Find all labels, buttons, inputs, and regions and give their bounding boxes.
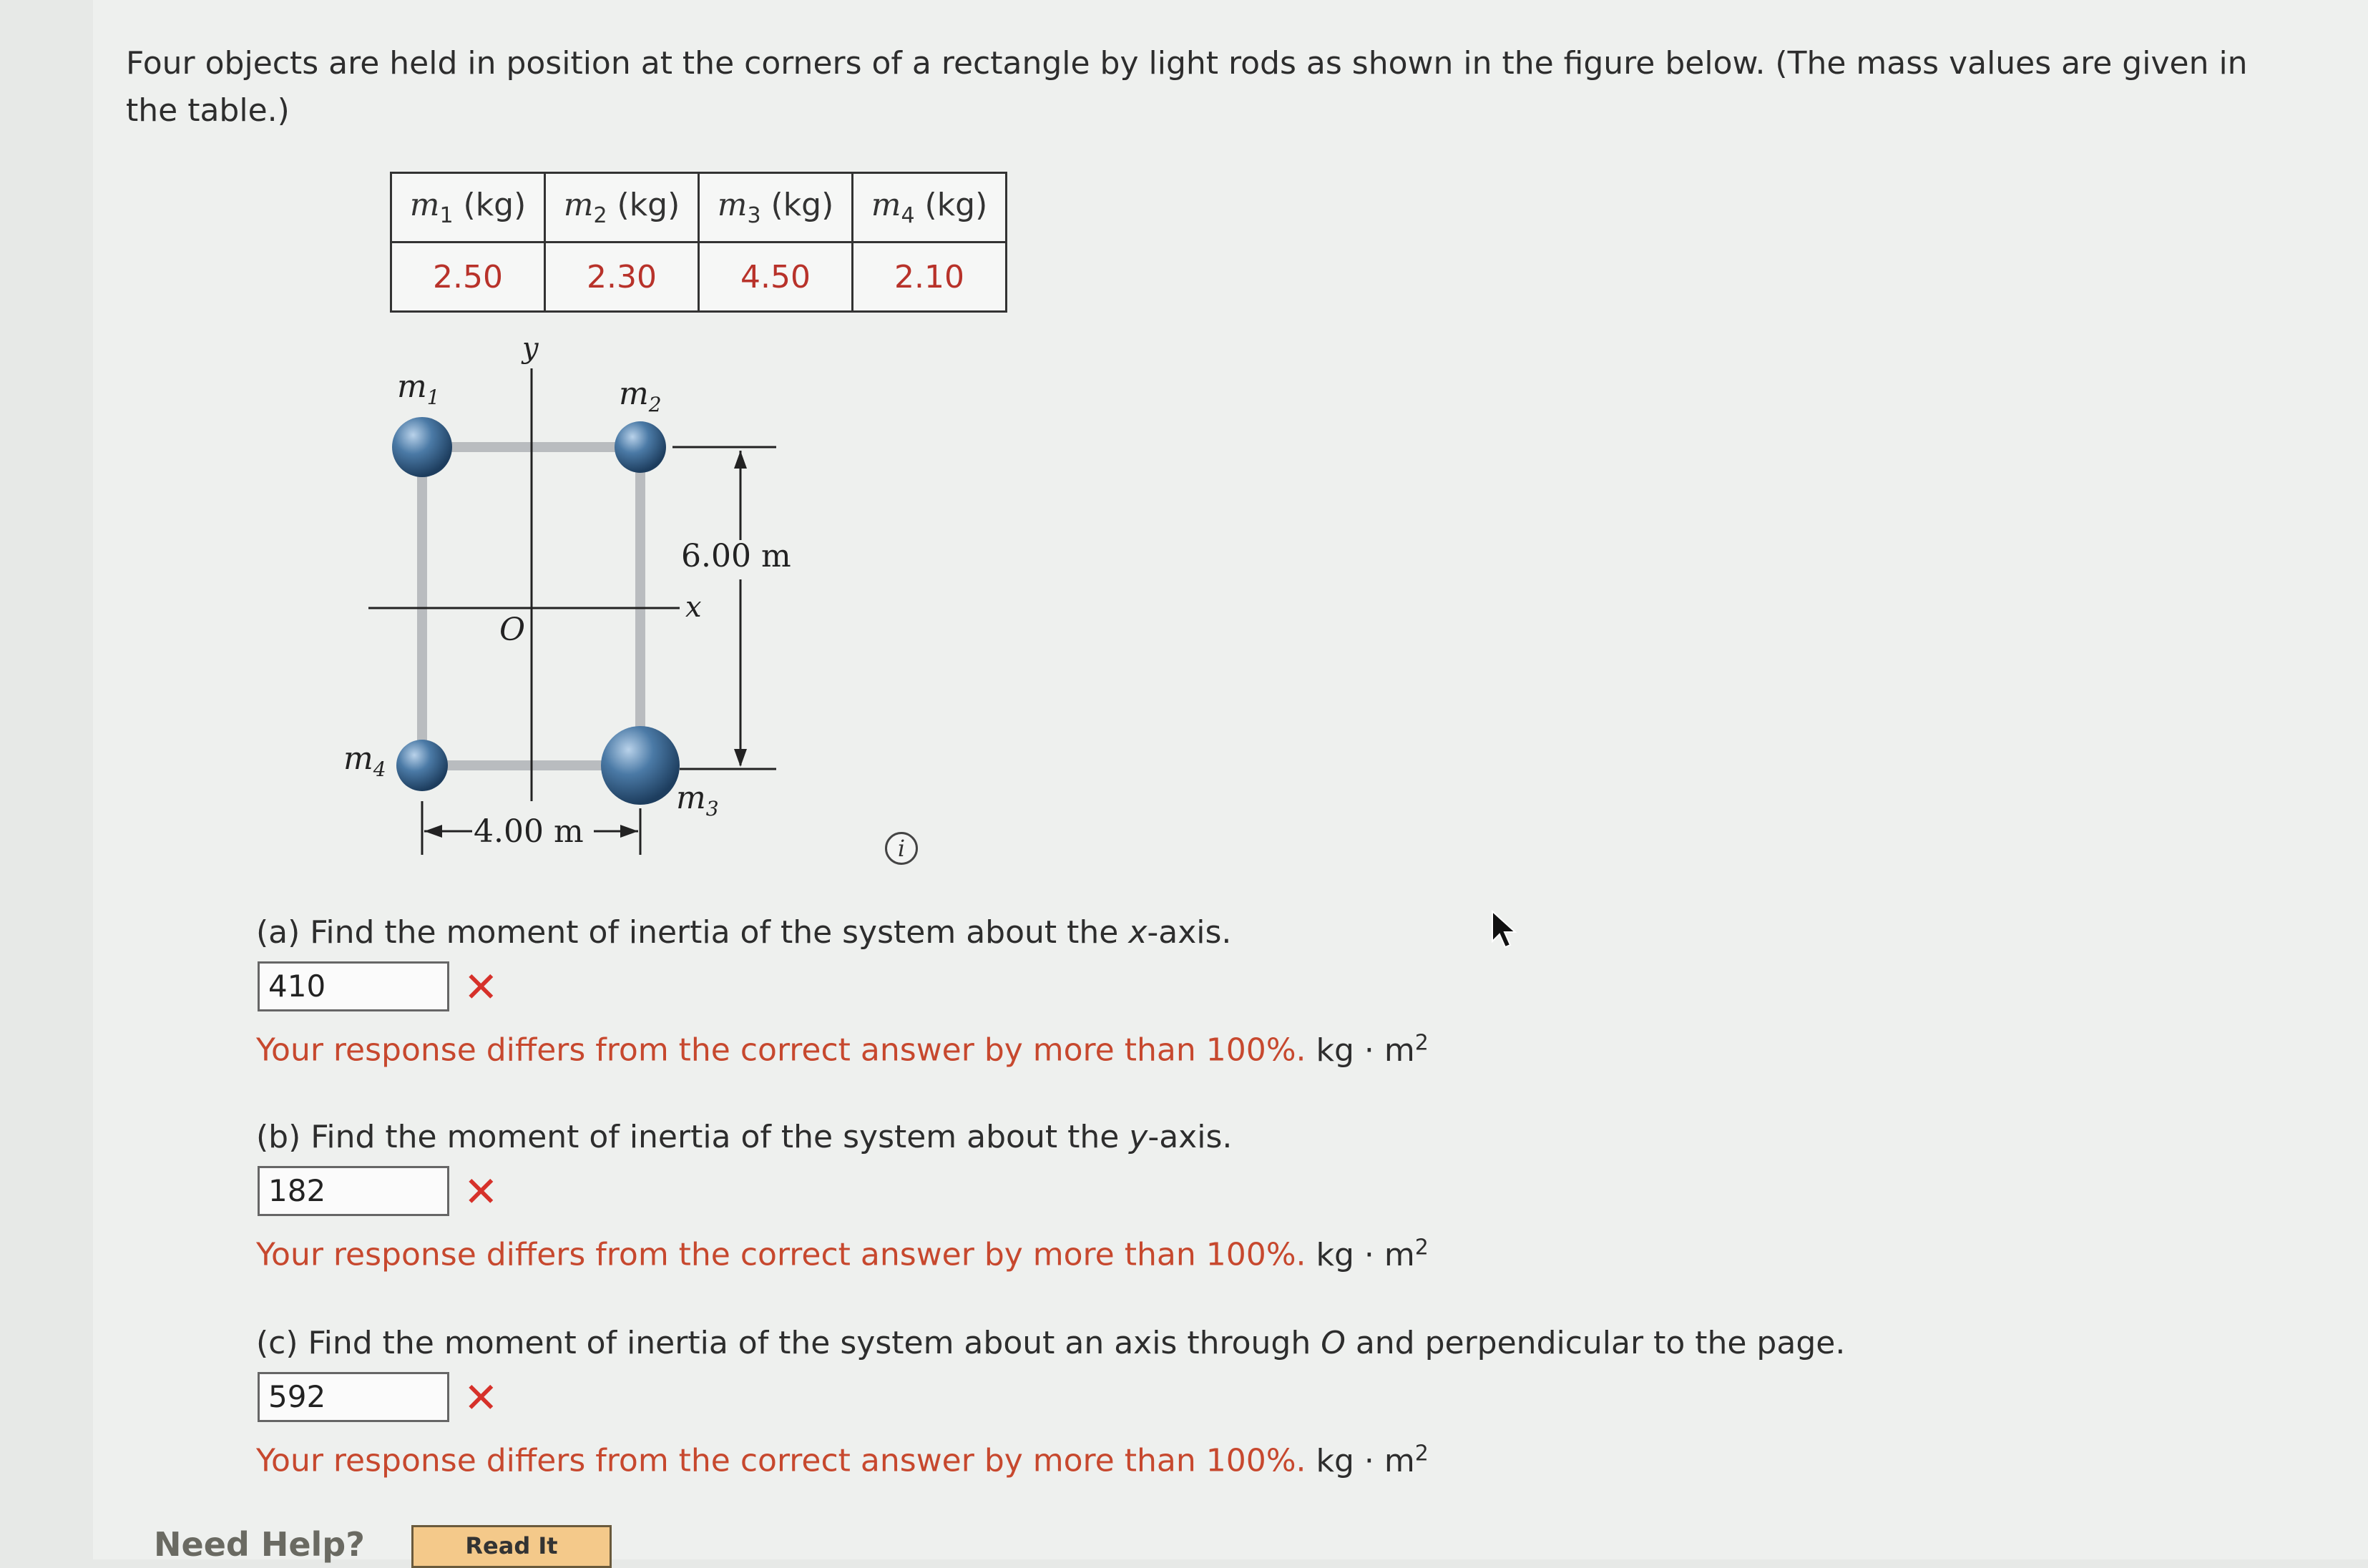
mass-m2 [615,421,666,473]
question-c [256,1323,1973,1481]
question-a [256,913,1973,1071]
mass-header-m2: $m_2$ (kg) [545,173,699,242]
width-arrow-head-right [620,825,638,838]
height-label: 6.00 m [681,538,791,574]
question-b-feedback: Your response differs from the correct answer by more than 100%. kg · $m^2$ [256,1235,1429,1273]
width-label: 4.00 m [474,813,584,850]
origin-label: O [499,612,526,648]
mass-table [390,172,1007,313]
rectangle-figure [329,315,844,873]
question-b-answer-row [256,1166,1973,1217]
x-mark-icon: ✕ [464,1167,499,1216]
y-axis-label: y [522,332,539,365]
mouse-pointer-icon [1491,910,1520,950]
x-mark-icon: ✕ [464,963,499,1011]
question-b-text: (b) Find the moment of inertia of the system about the y-axis. [256,1119,1233,1155]
question-a-text: (a) Find the moment of inertia of the system about the x-axis. [256,914,1232,951]
height-arrow-head-down [734,749,747,767]
mass-value-m3: 4.50 [699,242,853,312]
question-c-answer-row [256,1372,1973,1424]
mass-header-m1: $m_1$ (kg) [391,173,545,242]
figure-svg [329,315,844,873]
question-b-unit: kg · $m^2$ [1316,1235,1429,1273]
question-c-unit: kg · $m^2$ [1316,1441,1429,1479]
mass-header-m3: $m_3$ (kg) [699,173,853,242]
mass-value-m2: 2.30 [545,242,699,312]
mass-m1 [392,417,452,477]
question-a-unit: kg · $m^2$ [1316,1030,1429,1069]
question-b [256,1117,1973,1275]
question-c-answer-input[interactable]: 592 [258,1372,449,1422]
question-a-answer-input[interactable]: 410 [258,961,449,1011]
x-axis-label: x [685,591,702,624]
mass-value-m4: 2.10 [853,242,1007,312]
mass-m3 [601,726,680,805]
mass-m4 [396,740,448,791]
label-m2: $m_2$ [619,376,662,416]
height-arrow-head-up [734,451,747,469]
read-it-button[interactable]: Read It [411,1525,612,1568]
label-m1: $m_1$ [397,368,440,409]
need-help-label: Need Help? [154,1525,365,1564]
width-arrow-head-left [424,825,442,838]
question-c-text: (c) Find the moment of inertia of the system about an axis through O and perpendicular to the page. [256,1325,1846,1361]
mass-table-value-row [391,242,1007,312]
mass-header-m4: $m_4$ (kg) [853,173,1007,242]
info-icon[interactable]: i [885,832,918,865]
problem-statement: Four objects are held in position at the corners of a rectangle by light rods as shown in the figure below. (The mass values are given in the table.) [126,45,2248,129]
mass-table-header-row [391,173,1007,242]
x-mark-icon: ✕ [464,1373,499,1422]
label-m3: $m_3$ [676,780,719,820]
mass-value-m1: 2.50 [391,242,545,312]
question-c-feedback: Your response differs from the correct answer by more than 100%. kg · $m^2$ [256,1441,1429,1479]
question-b-answer-input[interactable]: 182 [258,1166,449,1216]
label-m4: $m_4$ [343,740,386,781]
question-a-answer-row [256,961,1973,1013]
question-a-feedback: Your response differs from the correct answer by more than 100%. kg · $m^2$ [256,1030,1429,1069]
